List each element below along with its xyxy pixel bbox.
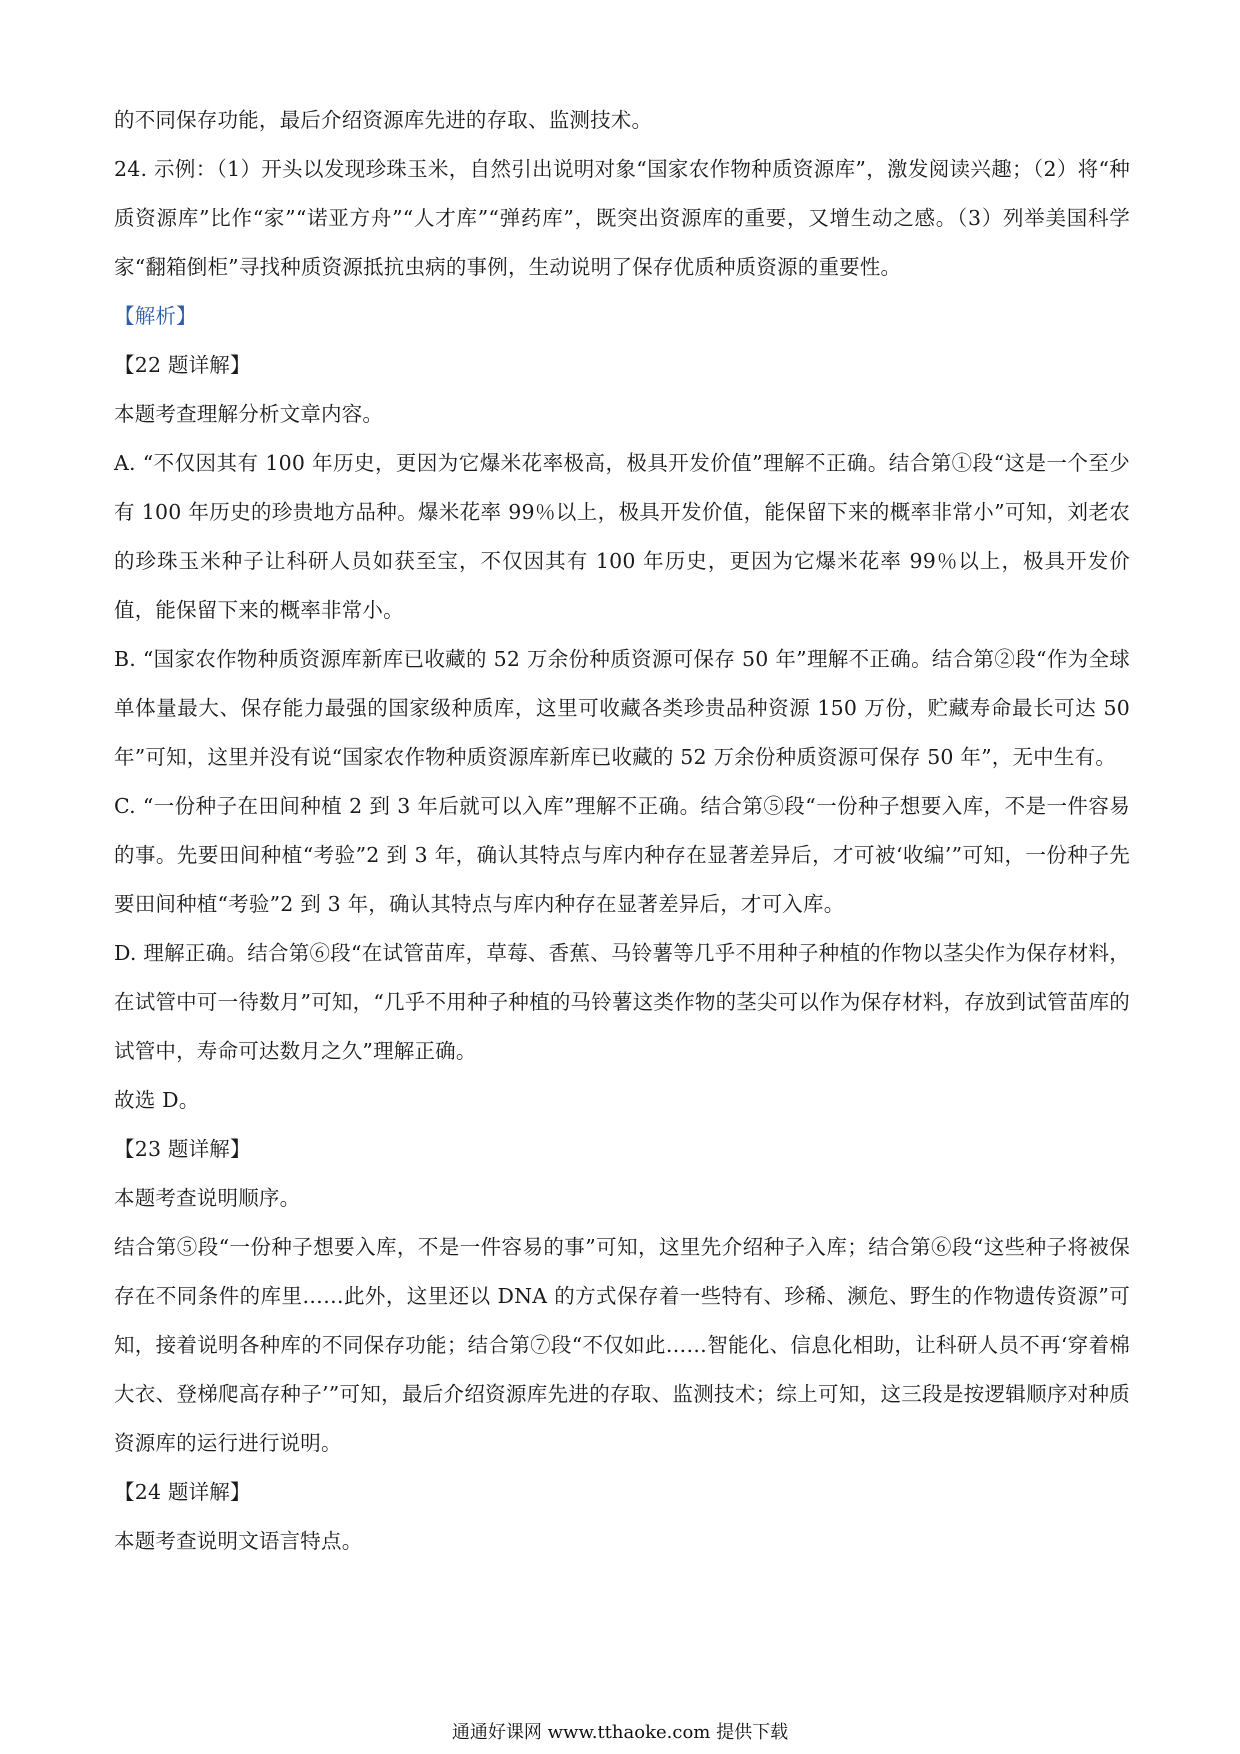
q23-intro: 本题考查说明顺序。 bbox=[114, 1186, 301, 1210]
answer-24: 24. 示例：（1）开头以发现珍珠玉米，自然引出说明对象“国家农作物种质资源库”，激发阅读兴趣；（2）将“种质资源库”比作“家”“诺亚方舟”“人才库”“弹药库”，既突出资源库的重要，又增生动之感。（3）列举美国科学家“翻箱倒柜”寻找种质资源抵抗虫病的事例，生动说明了保存优质种质资源的重要性。 bbox=[114, 157, 1130, 279]
q22-answer: 故选 D。 bbox=[114, 1088, 200, 1112]
q22-option-c: C. “一份种子在田间种植 2 到 3 年后就可以入库”理解不正确。结合第⑤段“一份种子想要入库，不是一件容易的事。先要田间种植“考验”2 到 3 年，确认其特点与库内种存在显著差异后，才可被‘收编’”可知，一份种子先要田间种植“考验”2 到 3 年，确认其特点与库内种存在显著差异后，才可入库。 bbox=[114, 794, 1130, 916]
analysis-heading: 【解析】 bbox=[114, 304, 197, 328]
page-footer: 通通好课网 www.tthaoke.com 提供下载 bbox=[451, 1722, 789, 1743]
document-body bbox=[114, 96, 1130, 1566]
q24-intro: 本题考查说明文语言特点。 bbox=[114, 1529, 363, 1553]
q23-explanation: 结合第⑤段“一份种子想要入库，不是一件容易的事”可知，这里先介绍种子入库；结合第⑥段“这些种子将被保存在不同条件的库里……此外，这里还以 DNA 的方式保存着一些特有、珍稀、濒危、野生的作物遗传资源”可知，接着说明各种库的不同保存功能；结合第⑦段“不仅如此……智能化、信息化相助，让科研人员不再‘穿着棉大衣、登梯爬高存种子’”可知，最后介绍资源库先进的存取、监测技术；综上可知，这三段是按逻辑顺序对种质资源库的运行进行说明。 bbox=[114, 1235, 1130, 1455]
q22-intro: 本题考查理解分析文章内容。 bbox=[114, 402, 384, 426]
q23-heading: 【23 题详解】 bbox=[114, 1137, 251, 1161]
q22-option-a: A. “不仅因其有 100 年历史，更因为它爆米花率极高，极具开发价值”理解不正确。结合第①段“这是一个至少有 100 年历史的珍贵地方品种。爆米花率 99％以上，极具开发价值，能保留下来的概率非常小”可知，刘老农的珍珠玉米种子让科研人员如获至宝，不仅因其有 100 年历史，更因为它爆米花率 99％以上，极具开发价值，能保留下来的概率非常小。 bbox=[114, 451, 1130, 622]
q24-heading: 【24 题详解】 bbox=[114, 1480, 251, 1504]
q22-option-d: D. 理解正确。结合第⑥段“在试管苗库，草莓、香蕉、马铃薯等几乎不用种子种植的作物以茎尖作为保存材料，在试管中可一待数月”可知，“几乎不用种子种植的马铃薯这类作物的茎尖可以作为保存材料，存放到试管苗库的试管中，寿命可达数月之久”理解正确。 bbox=[114, 941, 1130, 1063]
q22-option-b: B. “国家农作物种质资源库新库已收藏的 52 万余份种质资源可保存 50 年”理解不正确。结合第②段“作为全球单体量最大、保存能力最强的国家级种质库，这里可收藏各类珍贵品种资源 150 万份，贮藏寿命最长可达 50 年”可知，这里并没有说“国家农作物种质资源库新库已收藏的 52 万余份种质资源可保存 50 年”，无中生有。 bbox=[114, 647, 1130, 769]
paragraph-continuation: 的不同保存功能，最后介绍资源库先进的存取、监测技术。 bbox=[114, 108, 653, 132]
q22-heading: 【22 题详解】 bbox=[114, 353, 251, 377]
